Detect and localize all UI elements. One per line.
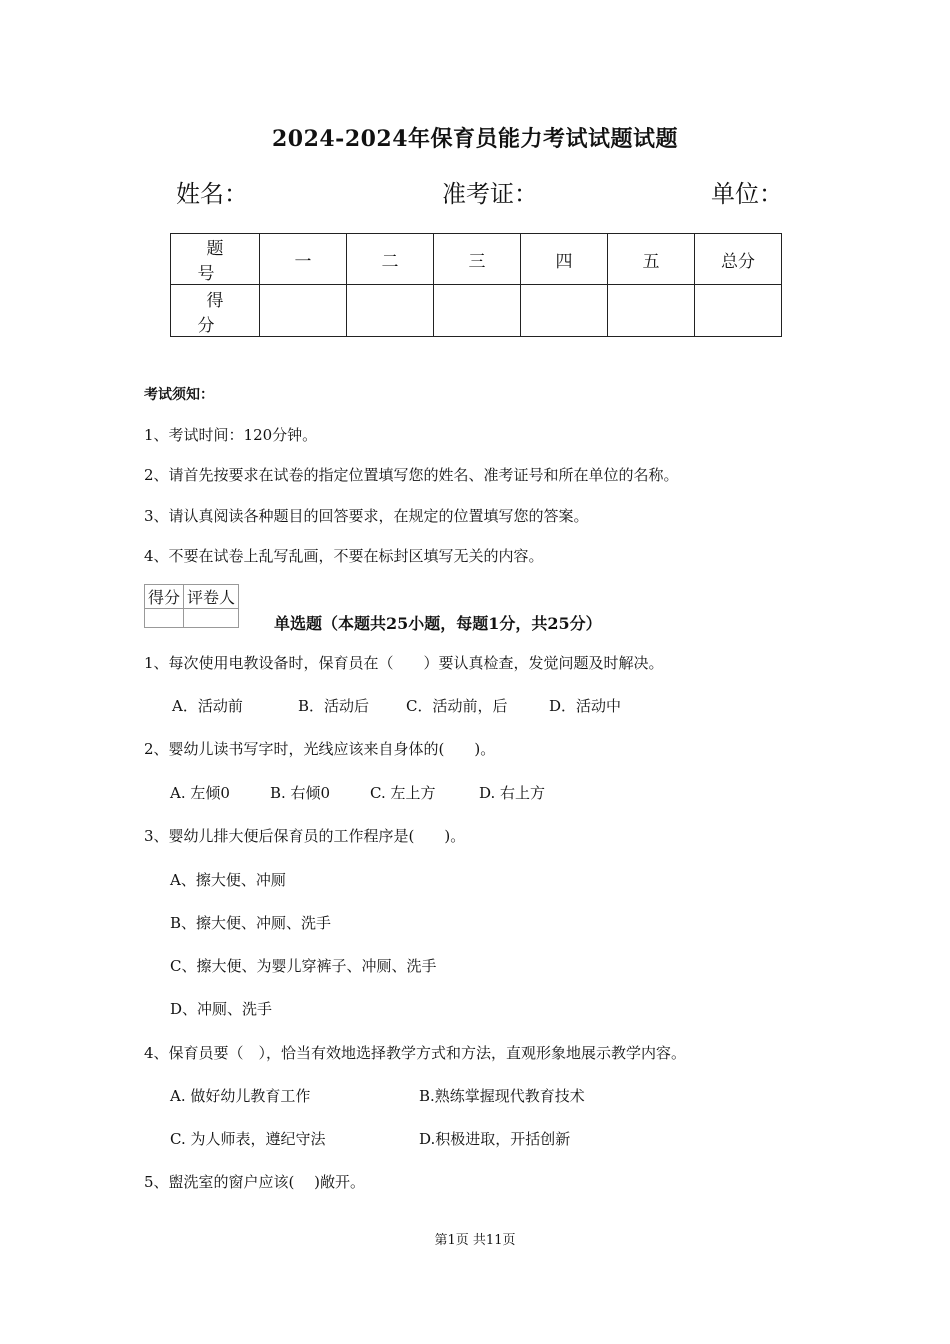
page-footer: 第1页 共11页 xyxy=(434,1233,516,1248)
question-stem: 3、婴幼儿排大便后保育员的工作程序是( )。 xyxy=(144,827,466,845)
score-cell[interactable] xyxy=(521,285,608,337)
question-option[interactable]: B.熟练掌握现代教育技术 xyxy=(419,1087,585,1105)
score-cell[interactable] xyxy=(608,285,695,337)
score-table-header-cell: 一 xyxy=(260,234,347,285)
grader-box-grader-cell[interactable] xyxy=(184,609,239,628)
score-cell[interactable] xyxy=(434,285,521,337)
question-option[interactable]: D.积极进取，开括创新 xyxy=(419,1130,571,1148)
exam-number-field-label: 准考证： xyxy=(442,180,538,208)
name-field-label: 姓名： xyxy=(176,180,248,208)
score-table-header-cell: 四 xyxy=(521,234,608,285)
question-option[interactable]: C、擦大便、为婴儿穿裤子、冲厕、洗手 xyxy=(170,957,437,975)
score-table-header-cell: 总分 xyxy=(695,234,782,285)
grader-box-score-label: 得分 xyxy=(145,585,184,609)
question-option[interactable]: B、擦大便、冲厕、洗手 xyxy=(170,914,332,932)
question-option[interactable]: B. 右倾0 xyxy=(270,784,331,802)
question-option[interactable]: A. 做好幼儿教育工作 xyxy=(170,1087,311,1105)
notice-item: 4、不要在试卷上乱写乱画，不要在标封区填写无关的内容。 xyxy=(144,547,544,565)
question-option[interactable]: D. 右上方 xyxy=(479,784,546,802)
page-title: 2024-2024年保育员能力考试试题试题 xyxy=(271,126,679,152)
question-stem: 2、婴幼儿读书写字时，光线应该来自身体的( )。 xyxy=(144,740,496,758)
grader-box-score-cell[interactable] xyxy=(145,609,184,628)
notice-item: 3、请认真阅读各种题目的回答要求，在规定的位置填写您的答案。 xyxy=(144,507,589,525)
score-table-header-cell: 三 xyxy=(434,234,521,285)
score-row-label: 得 分 xyxy=(171,285,260,337)
question-option[interactable]: D、冲厕、洗手 xyxy=(170,1000,273,1018)
question-stem: 5、盥洗室的窗户应该( )敞开。 xyxy=(144,1173,366,1191)
score-table-header-cell: 五 xyxy=(608,234,695,285)
score-table-header-row xyxy=(171,234,782,285)
score-cell[interactable] xyxy=(347,285,434,337)
section-heading: 单选题（本题共25小题，每题1分，共25分） xyxy=(274,614,602,633)
score-cell[interactable] xyxy=(695,285,782,337)
notice-item: 2、请首先按要求在试卷的指定位置填写您的姓名、准考证号和所在单位的名称。 xyxy=(144,466,679,484)
question-stem: 1、每次使用电教设备时，保育员在（ ）要认真检查，发觉问题及时解决。 xyxy=(144,654,664,672)
score-table-header-cell: 二 xyxy=(347,234,434,285)
score-table xyxy=(170,233,782,337)
question-option[interactable]: A、擦大便、冲厕 xyxy=(170,871,286,889)
question-option[interactable]: A. 左倾0 xyxy=(170,784,230,802)
question-option[interactable]: C. 左上方 xyxy=(370,784,436,802)
question-option[interactable]: B．活动后 xyxy=(298,697,370,715)
question-option[interactable]: C．活动前，后 xyxy=(406,697,508,715)
notice-item: 1、考试时间：120分钟。 xyxy=(144,426,318,444)
score-table-header-cell: 题 号 xyxy=(171,234,260,285)
unit-field-label: 单位： xyxy=(711,180,783,208)
question-option[interactable]: D．活动中 xyxy=(549,697,622,715)
question-option[interactable]: A．活动前 xyxy=(172,697,243,715)
notice-heading: 考试须知： xyxy=(144,387,214,403)
question-stem: 4、保育员要（ ），恰当有效地选择教学方式和方法，直观形象地展示教学内容。 xyxy=(144,1044,687,1062)
score-table-score-row xyxy=(171,285,782,337)
question-option[interactable]: C. 为人师表，遵纪守法 xyxy=(170,1130,326,1148)
grader-box-grader-label: 评卷人 xyxy=(184,585,239,609)
grader-box xyxy=(144,584,239,628)
